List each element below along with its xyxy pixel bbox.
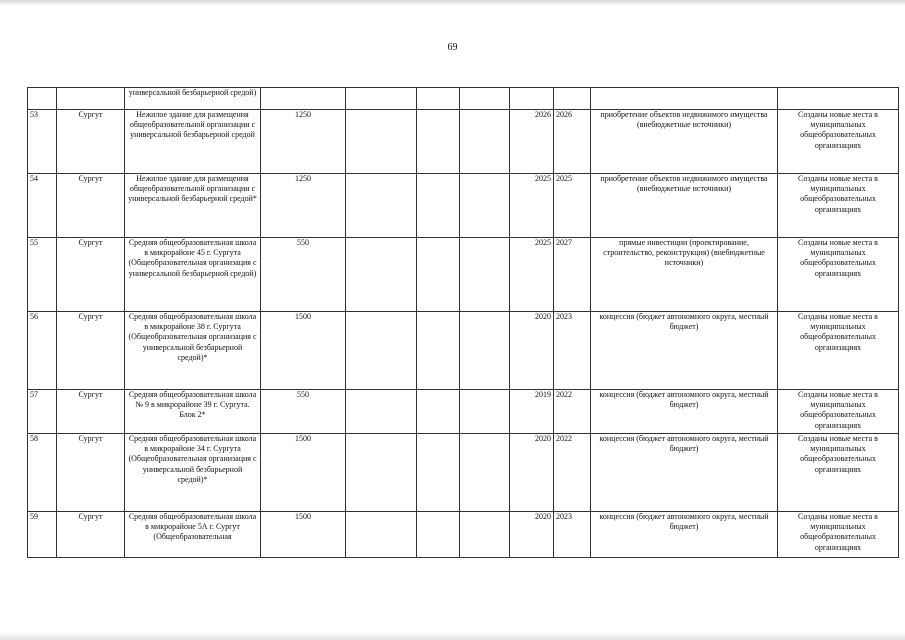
page-number: 69 [447, 42, 458, 53]
table-body [28, 88, 899, 558]
table-row [28, 88, 899, 110]
empty-column-5-cell [346, 174, 417, 238]
row-number-cell [28, 88, 57, 110]
scan-edge-top [0, 0, 905, 6]
municipality-cell: Сургут [57, 312, 125, 390]
financing-mechanism-cell: прямые инвестиции (проектирование, строительство, реконструкция) (внебюджетные источники) [591, 238, 778, 312]
table-row [28, 238, 899, 312]
result-cell: Созданы новые места в муниципальных общеобразовательных организациях [778, 174, 899, 238]
empty-column-7-cell [460, 174, 510, 238]
end-year-cell: 2022 [554, 434, 591, 512]
result-cell: Созданы новые места в муниципальных общеобразовательных организациях [778, 238, 899, 312]
end-year-cell: 2022 [554, 390, 591, 434]
municipality-cell: Сургут [57, 390, 125, 434]
empty-column-6-cell [417, 110, 460, 174]
row-number-cell: 56 [28, 312, 57, 390]
object-name-cell: универсальной безбарьерной средой) [125, 88, 261, 110]
financing-mechanism-cell: приобретение объектов недвижимого имущества (внебюджетные источники) [591, 174, 778, 238]
capacity-cell: 1250 [261, 110, 346, 174]
object-name-cell: Нежилое здание для размещения общеобразовательной организации с универсальной безбарьерной средой [125, 110, 261, 174]
empty-column-7-cell [460, 512, 510, 558]
financing-mechanism-cell [591, 88, 778, 110]
scan-edge-bottom [0, 632, 905, 640]
empty-column-6-cell [417, 312, 460, 390]
row-number-cell: 53 [28, 110, 57, 174]
row-number-cell: 58 [28, 434, 57, 512]
empty-column-6-cell [417, 390, 460, 434]
end-year-cell: 2023 [554, 312, 591, 390]
empty-column-7-cell [460, 390, 510, 434]
object-name-cell: Нежилое здание для размещения общеобразовательной организации с универсальной безбарьерной средой* [125, 174, 261, 238]
capacity-cell [261, 88, 346, 110]
result-cell: Созданы новые места в муниципальных общеобразовательных организациях [778, 390, 899, 434]
result-cell: Созданы новые места в муниципальных общеобразовательных организациях [778, 434, 899, 512]
municipality-cell: Сургут [57, 238, 125, 312]
row-number-cell: 59 [28, 512, 57, 558]
start-year-cell: 2025 [510, 238, 554, 312]
end-year-cell: 2023 [554, 512, 591, 558]
empty-column-7-cell [460, 110, 510, 174]
result-cell: Созданы новые места в муниципальных общеобразовательных организациях [778, 312, 899, 390]
start-year-cell: 2026 [510, 110, 554, 174]
start-year-cell: 2020 [510, 312, 554, 390]
municipality-cell: Сургут [57, 512, 125, 558]
start-year-cell: 2020 [510, 434, 554, 512]
empty-column-6-cell [417, 512, 460, 558]
object-name-cell: Средняя общеобразовательная школа № 9 в микрорайоне 39 г. Сургута. Блок 2* [125, 390, 261, 434]
empty-column-5-cell [346, 238, 417, 312]
object-name-cell: Средняя общеобразовательная школа в микрорайоне 5А г. Сургут (Общеобразовательная [125, 512, 261, 558]
capacity-cell: 1500 [261, 434, 346, 512]
object-name-cell: Средняя общеобразовательная школа в микрорайоне 34 г. Сургута (Общеобразовательная организация с универсальной безбарьерной средой)* [125, 434, 261, 512]
municipality-cell: Сургут [57, 434, 125, 512]
empty-column-5-cell [346, 390, 417, 434]
empty-column-6-cell [417, 88, 460, 110]
row-number-cell: 54 [28, 174, 57, 238]
empty-column-5-cell [346, 312, 417, 390]
table-row [28, 512, 899, 558]
end-year-cell: 2027 [554, 238, 591, 312]
object-name-cell: Средняя общеобразовательная школа в микрорайоне 38 г. Сургута (Общеобразовательная организация с универсальной безбарьерной средой)* [125, 312, 261, 390]
financing-mechanism-cell: концессия (бюджет автономного округа, местный бюджет) [591, 512, 778, 558]
empty-column-6-cell [417, 434, 460, 512]
capacity-cell: 550 [261, 390, 346, 434]
municipality-cell: Сургут [57, 110, 125, 174]
capacity-cell: 1250 [261, 174, 346, 238]
object-name-cell: Средняя общеобразовательная школа в микрорайоне 45 г. Сургута (Общеобразовательная организация с универсальной безбарьерной средой) [125, 238, 261, 312]
start-year-cell: 2020 [510, 512, 554, 558]
empty-column-7-cell [460, 434, 510, 512]
table-row [28, 174, 899, 238]
empty-column-5-cell [346, 110, 417, 174]
result-cell: Созданы новые места в муниципальных общеобразовательных организациях [778, 512, 899, 558]
empty-column-7-cell [460, 238, 510, 312]
end-year-cell: 2026 [554, 110, 591, 174]
row-number-cell: 55 [28, 238, 57, 312]
financing-mechanism-cell: концессия (бюджет автономного округа, местный бюджет) [591, 312, 778, 390]
start-year-cell: 2019 [510, 390, 554, 434]
municipality-cell: Сургут [57, 174, 125, 238]
empty-column-7-cell [460, 312, 510, 390]
table-row [28, 110, 899, 174]
empty-column-5-cell [346, 512, 417, 558]
capacity-cell: 1500 [261, 312, 346, 390]
objects-table [27, 87, 899, 558]
result-cell [778, 88, 899, 110]
empty-column-6-cell [417, 174, 460, 238]
empty-column-5-cell [346, 434, 417, 512]
financing-mechanism-cell: концессия (бюджет автономного округа, местный бюджет) [591, 390, 778, 434]
empty-column-5-cell [346, 88, 417, 110]
table-row [28, 390, 899, 434]
row-number-cell: 57 [28, 390, 57, 434]
end-year-cell: 2025 [554, 174, 591, 238]
capacity-cell: 550 [261, 238, 346, 312]
empty-column-7-cell [460, 88, 510, 110]
capacity-cell: 1500 [261, 512, 346, 558]
table-row [28, 312, 899, 390]
result-cell: Созданы новые места в муниципальных общеобразовательных организациях [778, 110, 899, 174]
financing-mechanism-cell: концессия (бюджет автономного округа, местный бюджет) [591, 434, 778, 512]
end-year-cell [554, 88, 591, 110]
table-row [28, 434, 899, 512]
municipality-cell [57, 88, 125, 110]
start-year-cell [510, 88, 554, 110]
empty-column-6-cell [417, 238, 460, 312]
start-year-cell: 2025 [510, 174, 554, 238]
financing-mechanism-cell: приобретение объектов недвижимого имущества (внебюджетные источники) [591, 110, 778, 174]
